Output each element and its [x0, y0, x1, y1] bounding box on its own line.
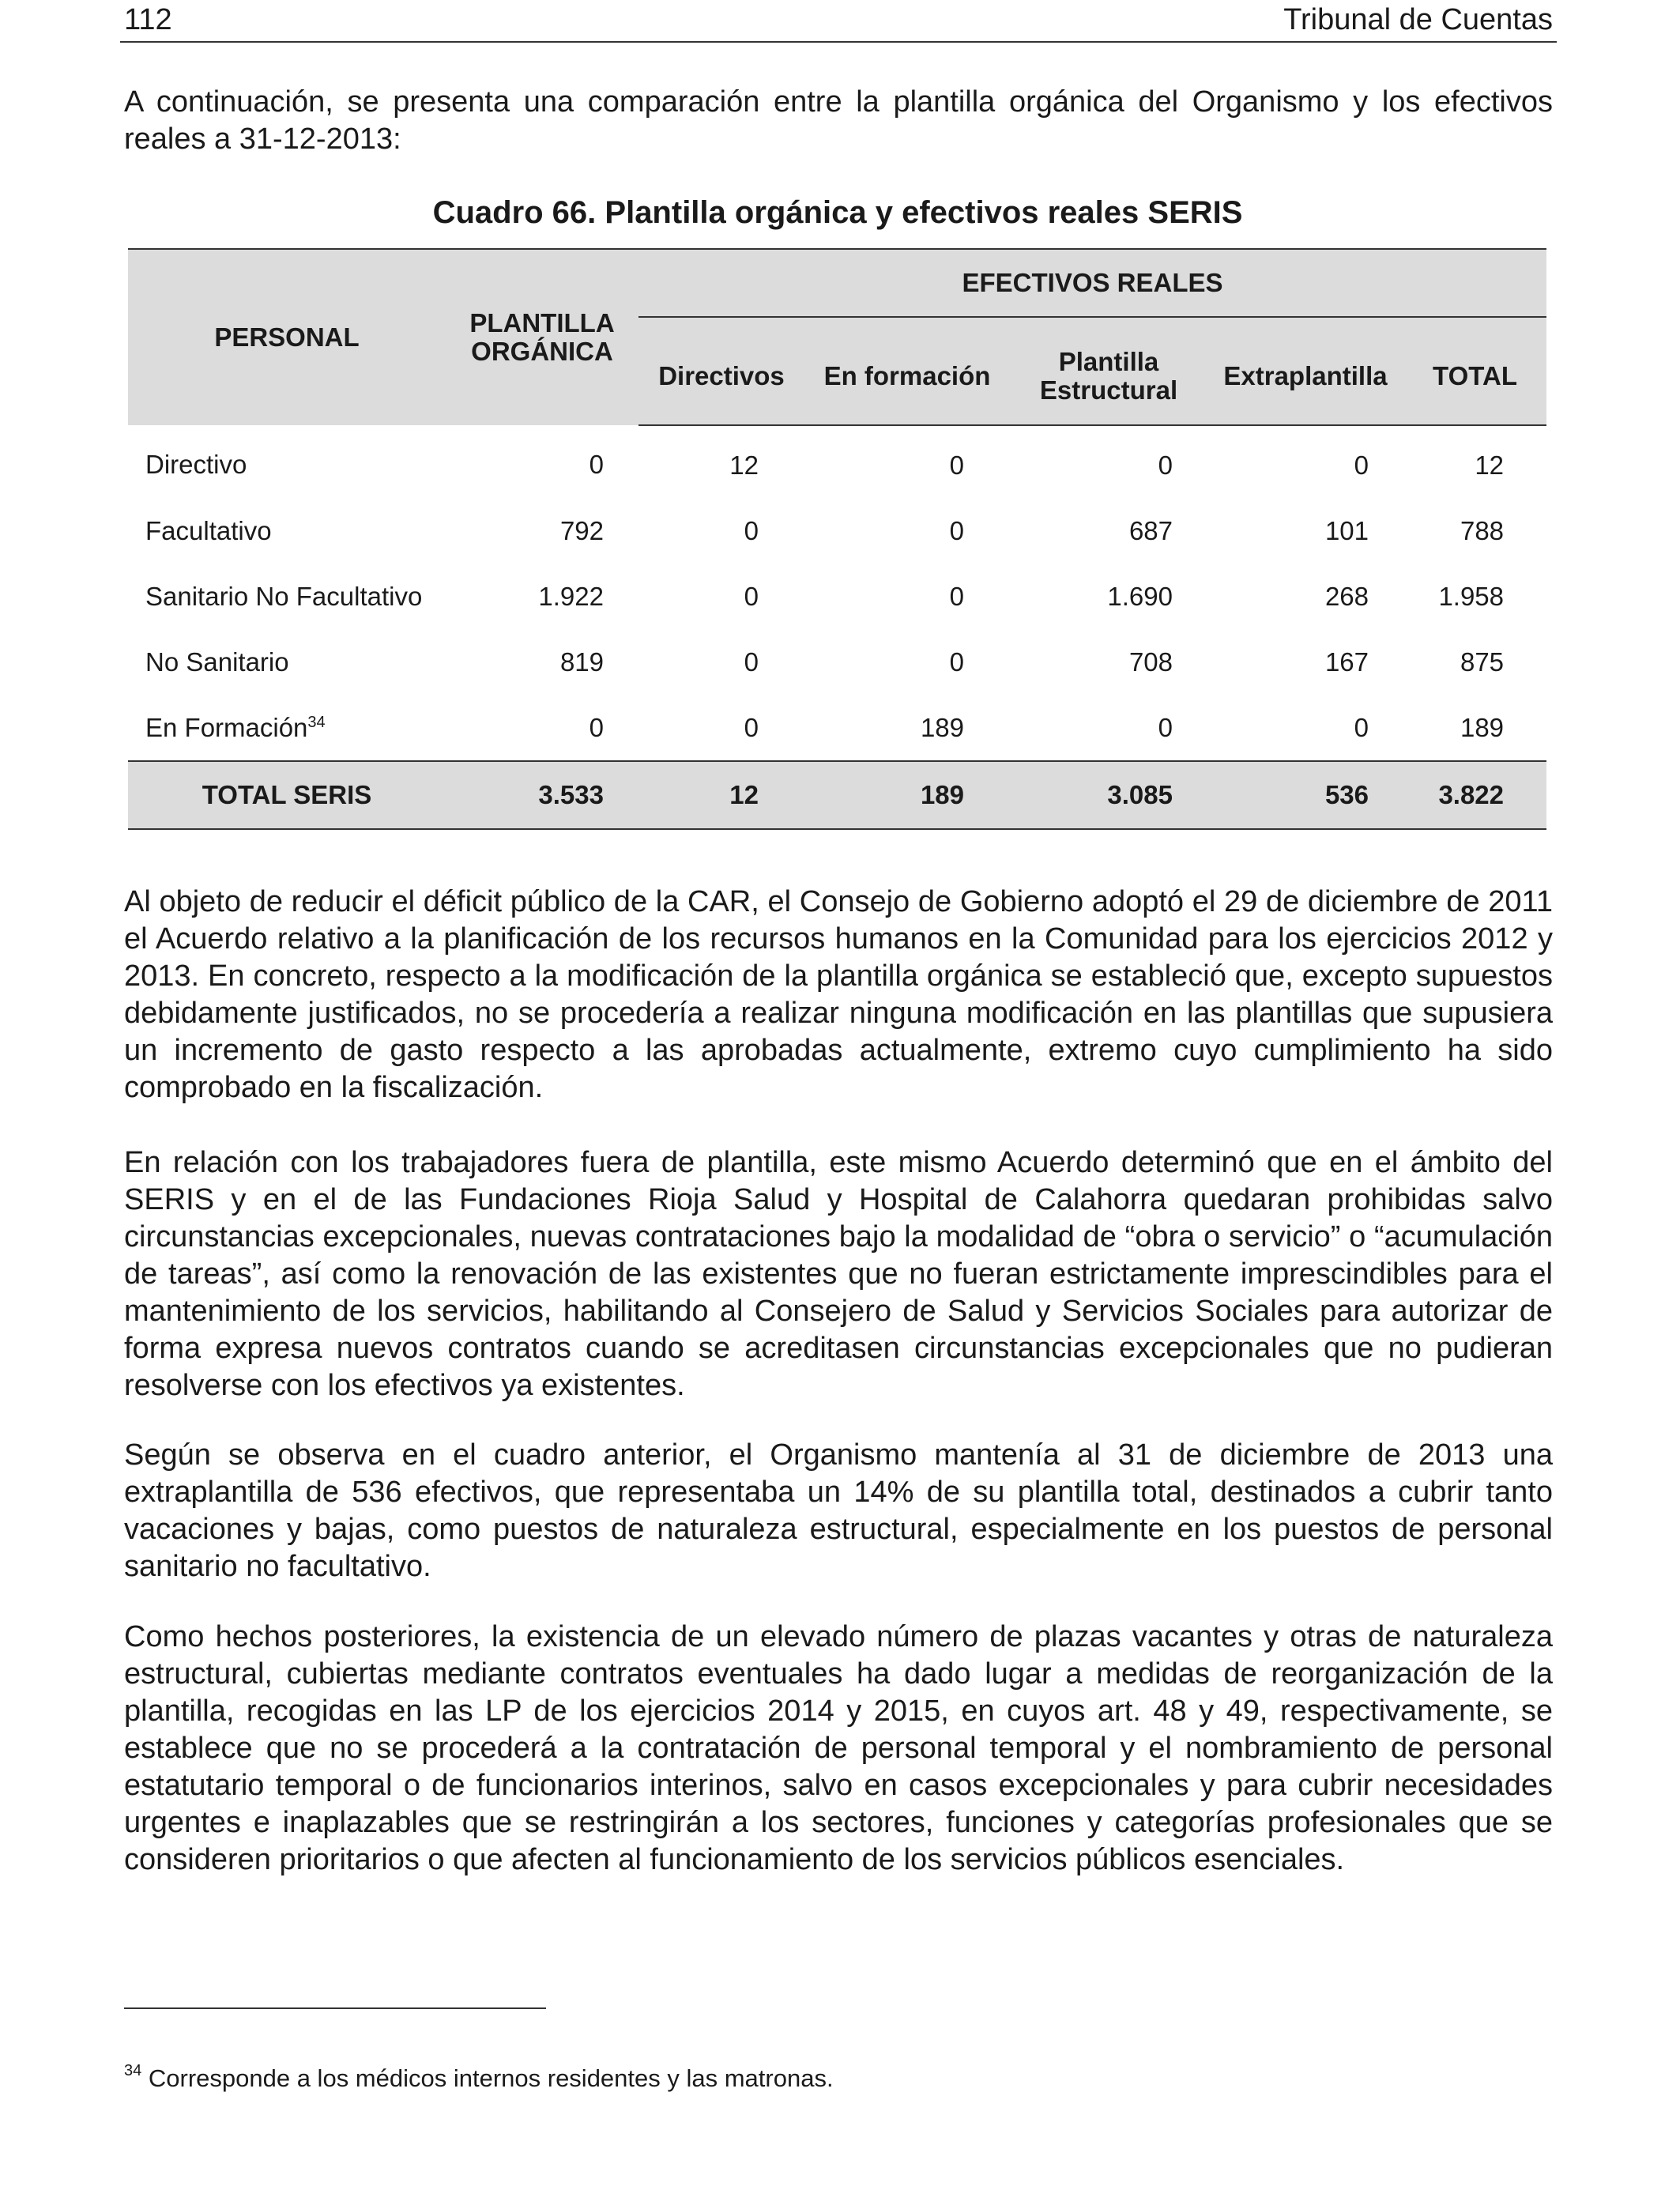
header-en-formacion: En formación	[804, 317, 1010, 425]
running-title: Tribunal de Cuentas	[1283, 3, 1553, 36]
cell-total: 189	[1460, 712, 1505, 742]
page-number: 112	[124, 3, 172, 36]
cell-directivos: 0	[744, 712, 759, 742]
total-label: TOTAL SERIS	[128, 761, 446, 829]
body-paragraph: Al objeto de reducir el déficit público de la CAR, el Consejo de Gobierno adoptó el 29 de diciembre de 2011 el Acuerdo relativo a la planificación de los recursos humanos en la Comunidad para los ejercicios 2012 y 2013. En concreto, respecto a la modificación de la plantilla orgánica se estableció que, excepto supuestos debidamente justificados, no se procedería a realizar ninguna modificación en las plantillas que supusiera un incremento de gasto respecto a las aprobadas actualmente, extremo cuyo cumplimiento ha sido comprobado en la fiscalización.	[124, 885, 1553, 1104]
table-row	[128, 695, 1546, 761]
cell-directivos: 12	[729, 450, 759, 480]
row-label-with-footnote	[128, 695, 446, 761]
cell-en-formacion: 189	[920, 712, 964, 742]
header-efectivos-reales: EFECTIVOS REALES	[638, 249, 1546, 317]
total-total: 3.822	[1403, 761, 1546, 829]
header-directivos: Directivos	[638, 317, 804, 425]
body-paragraph: Según se observa en el cuadro anterior, el Organismo mantenía al 31 de diciembre de 2013 una extraplantilla de 536 efectivos, que representaba un 14% de su plantilla total, destinados a cubrir tanto vacaciones y bajas, como puestos de naturaleza estructural, especialmente en los puestos de personal sanitario no facultativo.	[124, 1438, 1553, 1583]
table-row	[128, 629, 1546, 695]
footnote-reference[interactable]: 34	[307, 713, 326, 731]
cell-plantilla-estructural: 0	[1158, 450, 1173, 480]
cell-en-formacion: 0	[949, 515, 964, 545]
cell-total: 1.958	[1438, 581, 1505, 611]
cell-plantilla-organica: 0	[589, 450, 604, 479]
total-extraplantilla: 536	[1207, 761, 1403, 829]
table-row	[128, 564, 1546, 629]
total-row	[128, 761, 1546, 829]
body-paragraph: Como hechos posteriores, la existencia de un elevado número de plazas vacantes y otras de naturaleza estructural, cubiertas mediante contratos eventuales ha dado lugar a medidas de reorganización de la plantilla, recogidas en las LP de los ejercicios 2014 y 2015, en cuyos art. 48 y 49, respectivamente, se establece que no se procederá a la contratación de personal temporal y el nombramiento de personal estatutario temporal o de funcionarios interinos, salvo en casos excepcionales y para cubrir necesidades urgentes e inaplazables que se restringirán a los sectores, funciones y categorías profesionales que se consideren prioritarios o que afecten al funcionamiento de los servicios públicos esenciales.	[124, 1620, 1553, 1876]
cell-extraplantilla: 167	[1324, 647, 1369, 677]
intro-paragraph: A continuación, se presenta una comparación entre la plantilla orgánica del Organismo y los efectivos reales a 31-12-2013:	[124, 85, 1553, 156]
cell-total: 788	[1460, 515, 1505, 545]
row-label: Sanitario No Facultativo	[145, 581, 423, 611]
cell-total: 875	[1460, 647, 1505, 677]
cell-en-formacion: 0	[949, 450, 964, 480]
page-header	[120, 0, 1557, 43]
cell-extraplantilla: 268	[1324, 581, 1369, 611]
cell-plantilla-organica: 792	[559, 515, 604, 545]
cell-plantilla-estructural: 687	[1128, 515, 1173, 545]
cell-en-formacion: 0	[949, 581, 964, 611]
header-plantilla-organica: PLANTILLA ORGÁNICA	[446, 249, 638, 425]
row-label: En Formación	[145, 712, 308, 742]
table-caption: Cuadro 66. Plantilla orgánica y efectivos reales SERIS	[432, 195, 1243, 230]
staff-table-container	[128, 248, 1546, 830]
header-extraplantilla: Extraplantilla	[1207, 317, 1403, 425]
cell-total: 12	[1475, 450, 1505, 480]
row-label: Facultativo	[145, 515, 272, 545]
cell-plantilla-estructural: 0	[1158, 712, 1173, 742]
table-row	[128, 425, 1546, 498]
footnote	[124, 2055, 834, 2094]
cell-directivos: 0	[744, 515, 759, 545]
footnote-text: Corresponde a los médicos internos residentes y las matronas.	[148, 2064, 834, 2092]
footnote-number: 34	[124, 2062, 142, 2079]
cell-plantilla-estructural: 1.690	[1107, 581, 1173, 611]
row-label: Directivo	[145, 450, 247, 479]
cell-directivos: 0	[744, 581, 759, 611]
total-en-formacion: 189	[804, 761, 1010, 829]
header-total: TOTAL	[1403, 317, 1546, 425]
cell-extraplantilla: 101	[1324, 515, 1369, 545]
cell-plantilla-organica: 0	[589, 712, 604, 742]
header-personal: PERSONAL	[128, 249, 446, 425]
cell-en-formacion: 0	[949, 647, 964, 677]
cell-extraplantilla: 0	[1354, 712, 1369, 742]
total-plantilla-estructural: 3.085	[1010, 761, 1207, 829]
total-directivos: 12	[638, 761, 804, 829]
table-row	[128, 498, 1546, 564]
row-label: No Sanitario	[145, 647, 289, 677]
header-plantilla-estructural: Plantilla Estructural	[1010, 317, 1207, 425]
cell-plantilla-estructural: 708	[1128, 647, 1173, 677]
cell-plantilla-organica: 819	[559, 647, 604, 677]
footnote-separator	[124, 2007, 546, 2009]
body-paragraph: En relación con los trabajadores fuera de plantilla, este mismo Acuerdo determinó que en el ámbito del SERIS y en el de las Fundaciones Rioja Salud y Hospital de Calahorra quedaran prohibidas salvo circunstancias excepcionales, nuevas contrataciones bajo la modalidad de “obra o servicio” o “acumulación de tareas”, así como la renovación de las existentes que no fueran estrictamente imprescindibles para el mantenimiento de los servicios, habilitando al Consejero de Salud y Servicios Sociales para autorizar de forma expresa nuevos contratos cuando se acreditasen circunstancias excepcionales que no pudieran resolverse con los efectivos ya existentes.	[124, 1146, 1553, 1402]
cell-plantilla-organica: 1.922	[538, 581, 604, 611]
cell-extraplantilla: 0	[1354, 450, 1369, 480]
cell-directivos: 0	[744, 647, 759, 677]
staff-table	[128, 248, 1546, 830]
total-plantilla-organica: 3.533	[446, 761, 638, 829]
